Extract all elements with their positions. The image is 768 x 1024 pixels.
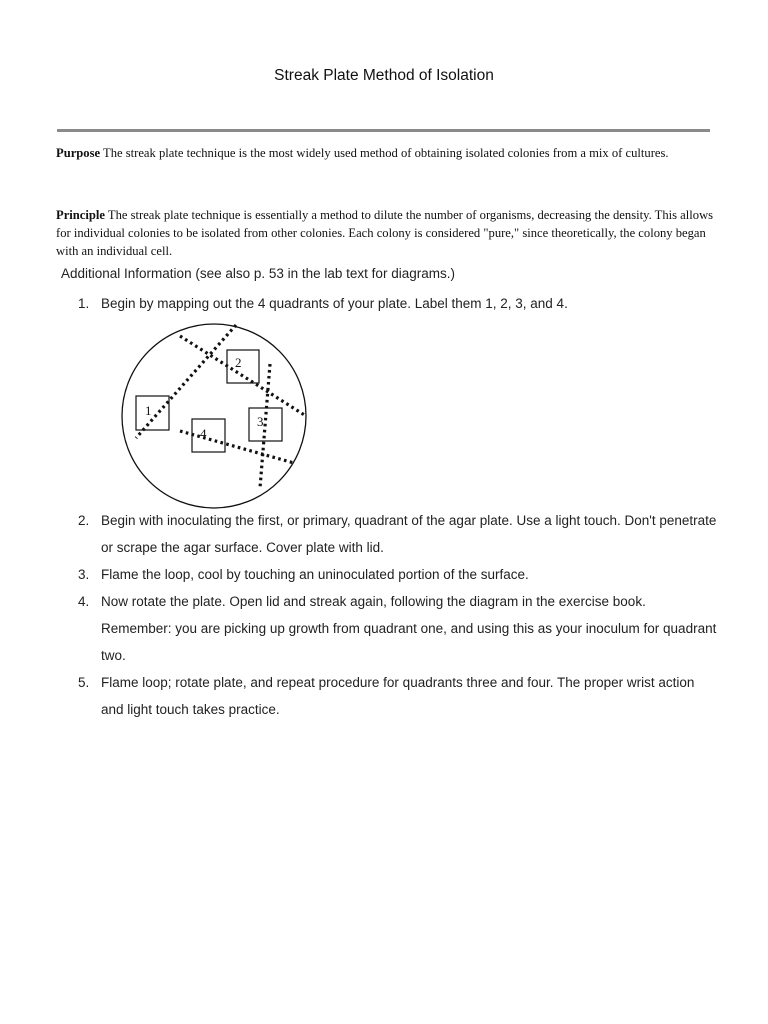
quadrant-box-4 [192,419,225,452]
step-text: Flame loop; rotate plate, and repeat procedure for quadrants three and four. The proper wrist action and light touch takes practice. [101,675,695,717]
purpose-text: The streak plate technique is the most widely used method of obtaining isolated colonies from a mix of cultures. [100,146,669,160]
quadrant-label-4: 4 [200,426,207,441]
page-title: Streak Plate Method of Isolation [274,67,494,84]
streak-line [136,325,236,438]
list-item-step-1 [78,290,718,317]
quadrant-box-1 [136,396,169,430]
step-number: 3. [78,567,90,582]
quadrant-label-2: 2 [235,355,242,370]
quadrant-box-2 [227,350,259,383]
purpose-paragraph [56,144,716,162]
step-text: Begin by mapping out the 4 quadrants of your plate. Label them 1, 2, 3, and 4. [101,296,568,311]
principle-text: The streak plate technique is essentially a method to dilute the number of organisms, decreasing the density. This allows for individual colonies to be isolated from other colonies. Each colony is considered "pure," since theoretically, the colony began with an individual cell. [56,208,714,258]
streak-line [180,431,294,463]
additional-info-heading: Additional Information (see also p. 53 in the lab text for diagrams.) [61,266,455,281]
step-text: Begin with inoculating the first, or primary, quadrant of the agar plate. Use a light touch. Don't penetrate or scrape the agar surface. Cover plate with lid. [101,513,717,555]
quadrant-label-3: 3 [257,414,264,429]
list-item-step-2 [78,507,718,561]
list-item-step-4 [78,588,718,669]
divider-rule [57,129,710,132]
step-number: 2. [78,513,90,528]
quadrant-label-1: 1 [145,403,152,418]
purpose-label: Purpose [56,146,101,160]
step-number: 4. [78,594,90,609]
streak-plate-diagram [118,320,310,516]
step-text: Flame the loop, cool by touching an uninoculated portion of the surface. [101,567,529,582]
step-number: 5. [78,675,90,690]
list-item-step-5 [78,669,718,723]
step-text: Now rotate the plate. Open lid and streak again, following the diagram in the exercise book. Remember: you are picking up growth from quadrant one, and using this as your inoculum for quadrant two. [101,594,717,663]
principle-paragraph [56,206,716,260]
streak-line [180,336,306,416]
step-number: 1. [78,296,90,311]
list-item-step-3 [78,561,718,588]
principle-label: Principle [56,208,105,222]
